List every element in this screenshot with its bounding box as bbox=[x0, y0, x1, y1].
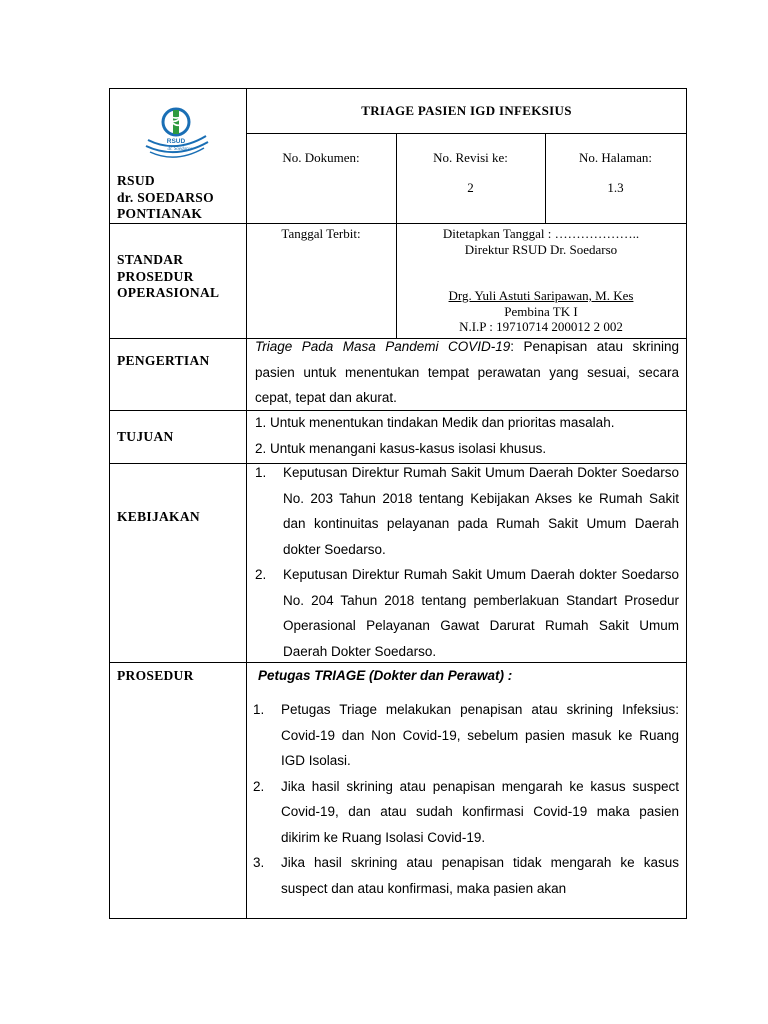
no-halaman-label: No. Halaman: bbox=[579, 150, 652, 165]
prosedur-item-number: 1. bbox=[253, 702, 265, 717]
prosedur-list bbox=[253, 697, 679, 901]
logo-text: RSUD bbox=[166, 138, 186, 145]
signatory-nip: N.I.P : 19710714 200012 2 002 bbox=[459, 319, 623, 334]
approval-block bbox=[396, 226, 686, 335]
hospital-name-line-3: PONTIANAK bbox=[117, 206, 203, 221]
rsud-logo-icon bbox=[140, 100, 212, 162]
signatory-rank: Pembina TK I bbox=[504, 303, 578, 319]
hospital-logo bbox=[140, 100, 212, 162]
kebijakan-item-number: 2. bbox=[255, 567, 267, 582]
kebijakan-list bbox=[255, 460, 679, 664]
direktur-title: Direktur RSUD Dr. Soedarso bbox=[464, 241, 618, 257]
kebijakan-label: KEBIJAKAN bbox=[117, 509, 200, 524]
kebijakan-item-text: Keputusan Direktur Rumah Sakit Umum Daerah dokter Soedarso No. 204 Tahun 2018 tentang pemberlakuan Standart Prosedur Operasional Pelayanan Gawat Darurat Rumah Sakit Umum Daerah Dokter Soedarso. bbox=[283, 567, 679, 659]
logo-subtext: dr. Soedarso bbox=[167, 147, 193, 152]
prosedur-item-text: Petugas Triage melakukan penapisan atau skrining Infeksius: Covid-19 dan Non Covid-19, sebelum pasien masuk ke Ruang IGD Isolasi. bbox=[281, 702, 679, 768]
prosedur-item-number: 2. bbox=[253, 778, 265, 794]
pengertian-text bbox=[255, 334, 679, 411]
prosedur-item-text: Jika hasil skrining atau penapisan mengarah ke kasus suspect Covid-19, dan atau sudah konfirmasi Covid-19 maka pasien dikirim ke Ruang Isolasi Covid-19. bbox=[281, 778, 679, 845]
prosedur-heading: Petugas TRIAGE (Dokter dan Perawat) : bbox=[258, 668, 513, 683]
tujuan-list bbox=[255, 410, 679, 461]
hospital-name bbox=[117, 173, 214, 223]
ditetapkan-tanggal: Ditetapkan Tanggal : ……………….. bbox=[442, 226, 640, 241]
pengertian-italic: Triage Pada Masa Pandemi COVID-19 bbox=[255, 339, 511, 354]
prosedur-label: PROSEDUR bbox=[117, 668, 194, 683]
document-title: TRIAGE PASIEN IGD INFEKSIUS bbox=[361, 103, 572, 118]
tujuan-item: 2. Untuk menangani kasus-kasus isolasi khusus. bbox=[255, 440, 547, 456]
kebijakan-item-text: Keputusan Direktur Rumah Sakit Umum Daerah Dokter Soedarso No. 203 Tahun 2018 tentang Kebijakan Akses ke Rumah Sakit dan kontinuitas pelayanan pada Rumah Sakit Umum Daerah dokter Soedarso. bbox=[283, 465, 679, 557]
kebijakan-item bbox=[255, 460, 679, 562]
pengertian-body: : Penapisan atau skrining pasien untuk menentukan tempat perawatan yang sesuai, secara cepat, tepat dan akurat. bbox=[255, 339, 679, 405]
tujuan-item: 1. Untuk menentukan tindakan Medik dan prioritas masalah. bbox=[255, 415, 615, 430]
tanggal-terbit-label: Tanggal Terbit: bbox=[281, 226, 361, 241]
pengertian-label: PENGERTIAN bbox=[117, 353, 210, 368]
sop-label-line-2: PROSEDUR bbox=[117, 268, 194, 284]
tujuan-label: TUJUAN bbox=[117, 429, 174, 444]
prosedur-item bbox=[253, 697, 679, 774]
no-revisi-label: No. Revisi ke: bbox=[433, 150, 508, 165]
hospital-name-line-1: RSUD bbox=[117, 173, 155, 188]
prosedur-item-text: Jika hasil skrining atau penapisan tidak mengarah ke kasus suspect dan atau konfirmasi, maka pasien akan bbox=[281, 855, 679, 896]
no-halaman-value: 1.3 bbox=[607, 180, 624, 195]
signatory-name: Drg. Yuli Astuti Saripawan, M. Kes bbox=[448, 288, 634, 303]
prosedur-item-number: 3. bbox=[253, 855, 265, 870]
kebijakan-item-number: 1. bbox=[255, 465, 267, 480]
prosedur-item bbox=[253, 774, 679, 851]
no-revisi-value: 2 bbox=[467, 180, 474, 195]
prosedur-item bbox=[253, 850, 679, 901]
sop-label bbox=[117, 252, 219, 302]
sop-label-line-1: STANDAR bbox=[117, 252, 184, 267]
no-dokumen-label: No. Dokumen: bbox=[282, 150, 360, 165]
hospital-name-line-2: dr. SOEDARSO bbox=[117, 189, 214, 205]
kebijakan-item bbox=[255, 562, 679, 664]
sop-label-line-3: OPERASIONAL bbox=[117, 285, 220, 300]
